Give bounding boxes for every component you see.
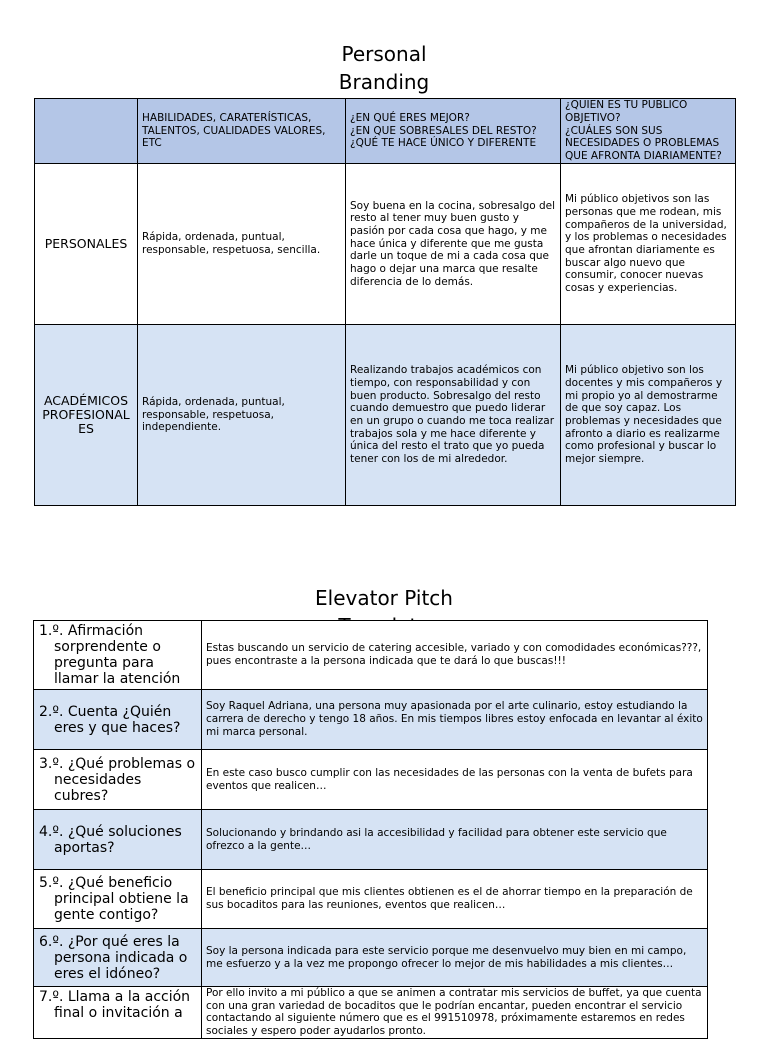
table-row — [35, 325, 736, 506]
pitch-question-text: 4.º. ¿Qué soluciones aportas? — [39, 823, 182, 856]
branding-title-line1: Personal — [341, 42, 427, 66]
pitch-title-line1: Elevator Pitch — [315, 586, 453, 610]
cell-skills: Rápida, ordenada, puntual, responsable, respetuosa, independiente. — [138, 325, 346, 506]
pitch-answer: En este caso busco cumplir con las necesidades de las personas con la venta de bufets para eventos que realicen… — [202, 750, 708, 810]
pitch-title — [0, 584, 768, 614]
pitch-question-text: 3.º. ¿Qué problemas o necesidades cubres? — [39, 755, 196, 804]
table-row — [34, 690, 708, 750]
cell-skills: Rápida, ordenada, puntual, responsable, respetuosa, sencilla. — [138, 164, 346, 325]
table-row — [34, 750, 708, 810]
elevator-pitch-table — [33, 620, 708, 1039]
header-cell-corner — [35, 99, 138, 164]
header-cell-skills: HABILIDADES, CARATERÍSTICAS, TALENTOS, CUALIDADES VALORES, ETC — [138, 99, 346, 164]
pitch-question — [34, 987, 202, 1039]
table-row — [34, 929, 708, 987]
pitch-question — [34, 929, 202, 987]
table-row — [34, 987, 708, 1039]
pitch-question-text: 2.º. Cuenta ¿Quién eres y que haces? — [39, 703, 181, 736]
cell-audience: Mi público objetivo son los docentes y mis compañeros y mi propio yo al demostrarme de que soy capaz. Los problemas y necesidades que afronto a diario es realizarme como profesional y buscar lo mejor siempre. — [561, 325, 736, 506]
pitch-answer: Soy la persona indicada para este servicio porque me desenvuelvo muy bien en mi campo, me esfuerzo y a la vez me propongo ofrecer lo mejor de mis habilidades a mis clientes… — [202, 929, 708, 987]
table-row — [34, 810, 708, 870]
pitch-question — [34, 870, 202, 929]
pitch-answer: Soy Raquel Adriana, una persona muy apasionada por el arte culinario, estoy estudiando la carrera de derecho y tengo 18 años. En mis tiempos libres estoy enfocada en levantar al éxito mi marca personal. — [202, 690, 708, 750]
table-header-row — [35, 99, 736, 164]
cell-audience: Mi público objetivos son las personas que me rodean, mis compañeros de la universidad, y los problemas o necesidades que afrontan diariamente es buscar algo nuevo que consumir, conocer nuevas cosas y experiencias. — [561, 164, 736, 325]
pitch-answer: El beneficio principal que mis clientes obtienen es el de ahorrar tiempo en la preparación de sus bocaditos para las reuniones, eventos que realicen… — [202, 870, 708, 929]
table-row — [34, 621, 708, 690]
pitch-answer: Solucionando y brindando asi la accesibilidad y facilidad para obtener este servicio que ofrezco a la gente… — [202, 810, 708, 870]
header-cell-audience: ¿QUIEN ES TU PUBLICO OBJETIVO? ¿CUÁLES SON SUS NECESIDADES O PROBLEMAS QUE AFRONTA DIARIAMENTE? — [561, 99, 736, 164]
branding-title — [0, 40, 768, 94]
pitch-question-text: 7.º. Llama a la acción final o invitación a — [39, 989, 191, 1021]
pitch-question — [34, 621, 202, 690]
pitch-question-text: 5.º. ¿Qué beneficio principal obtiene la gente contigo? — [39, 875, 189, 923]
pitch-question — [34, 750, 202, 810]
cell-best: Realizando trabajos académicos con tiempo, con responsabilidad y con buen producto. Sobresalgo del resto cuando demuestro que puedo liderar en un grupo o cuando me toca realizar trabajos sola y me hace diferente y única del resto el trato que yo pueda tener con los de mi alrededor. — [346, 325, 561, 506]
table-row — [34, 870, 708, 929]
pitch-answer: Estas buscando un servicio de catering accesible, variado y con comodidades económicas???, pues encontraste a la persona indicada que te dará lo que buscas!!! — [202, 621, 708, 690]
pitch-question — [34, 810, 202, 870]
branding-title-line2: Branding — [338, 70, 430, 94]
row-label-personales: PERSONALES — [35, 164, 138, 325]
pitch-question-text: 1.º. Afirmación sorprendente o pregunta para llamar la atención — [39, 623, 181, 687]
pitch-question-text: 6.º. ¿Por qué eres la persona indicada o eres el idóneo? — [39, 933, 188, 982]
personal-branding-table — [34, 98, 736, 506]
header-cell-best: ¿EN QUÉ ERES MEJOR? ¿EN QUE SOBRESALES DEL RESTO? ¿QUÉ TE HACE ÚNICO Y DIFERENTE — [346, 99, 561, 164]
pitch-answer: Por ello invito a mi público a que se animen a contratar mis servicios de buffet, ya que cuenta con una gran variedad de bocaditos que le podrían encantar, pueden encontrar el servicio contactando al siguiente número que es el 991510978, próximamente estaremos en redes sociales y espero poder ayudarlos pronto. — [202, 987, 708, 1039]
table-row — [35, 164, 736, 325]
row-label-academicos: ACADÉMICOS PROFESIONAL ES — [35, 325, 138, 506]
pitch-question — [34, 690, 202, 750]
cell-best: Soy buena en la cocina, sobresalgo del resto al tener muy buen gusto y pasión por cada cosa que hago, y me hace única y diferente que me gusta darle un toque de mi a cada cosa que hago o dejar una marca que resalte diferencia de lo demás. — [346, 164, 561, 325]
